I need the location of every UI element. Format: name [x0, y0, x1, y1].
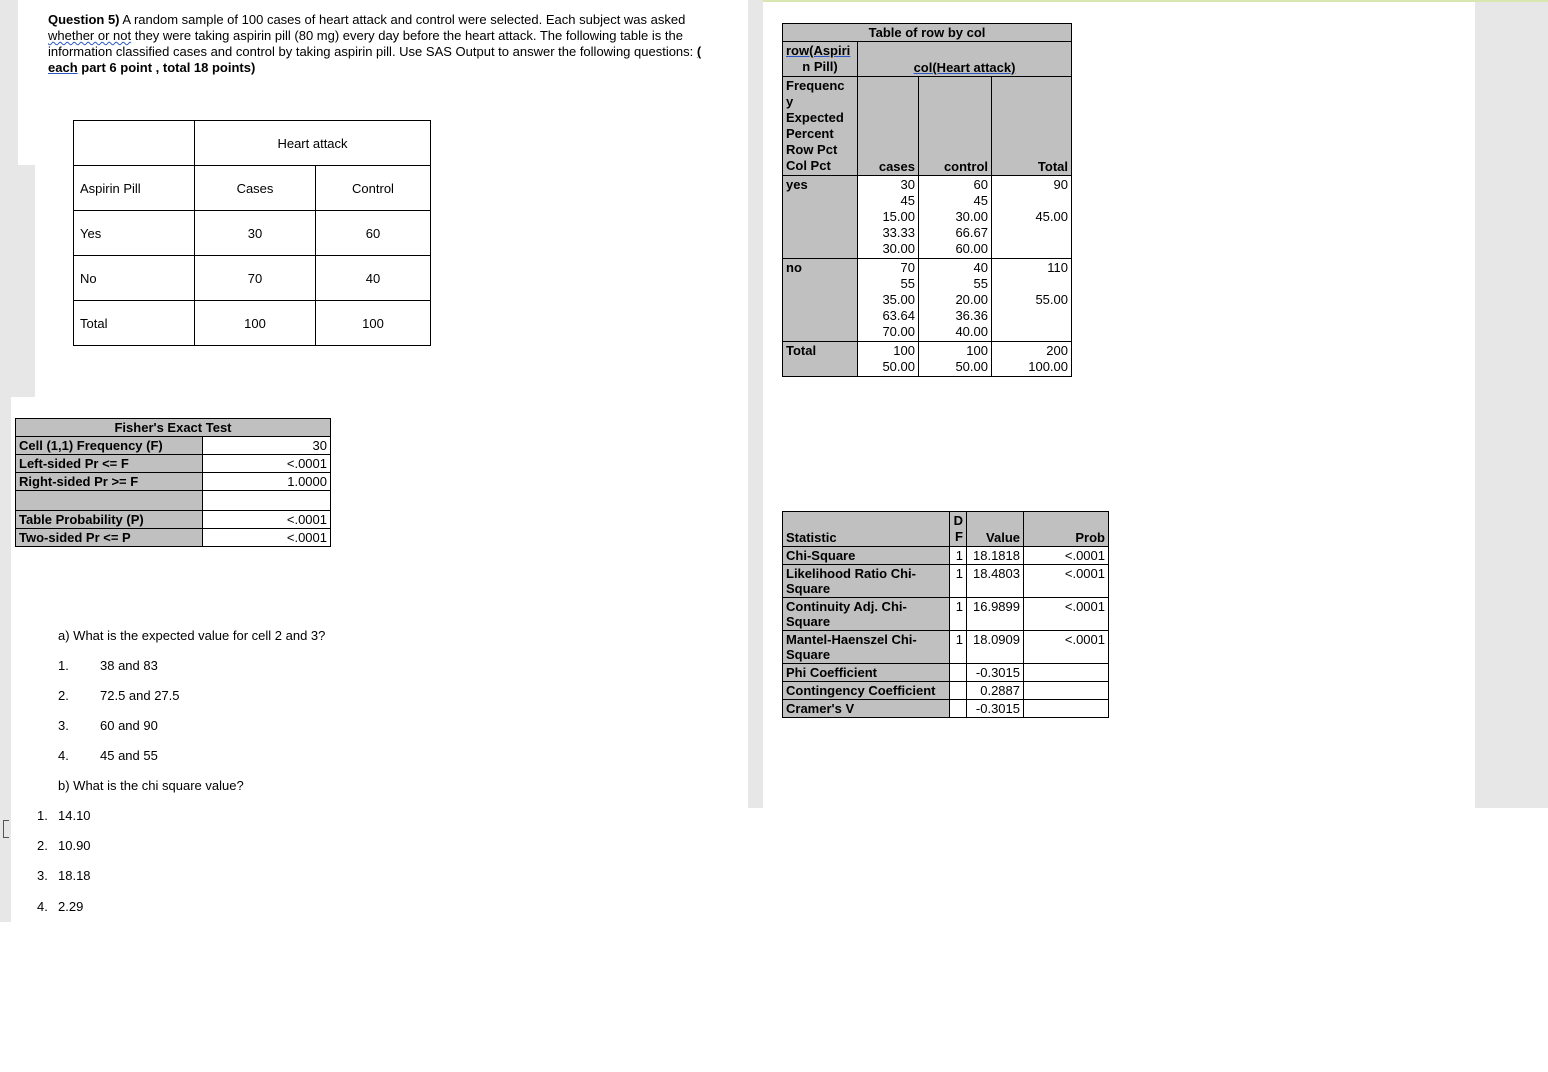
row-label: Yes — [74, 211, 195, 256]
cell-control — [919, 342, 992, 377]
qa-option-text: 72.5 and 27.5 — [100, 688, 180, 703]
qb-option-text: 2.29 — [58, 899, 84, 914]
cell-line: 70.00 — [882, 324, 915, 339]
fisher-label: Cell (1,1) Frequency (F) — [16, 437, 203, 455]
stat-df — [950, 700, 967, 718]
row-var-header — [783, 42, 858, 77]
col-var-header: col(Heart attack) — [858, 42, 1072, 77]
cell-line: 110 — [1047, 260, 1068, 275]
stat-label: Mantel-Haenszel Chi-Square — [783, 631, 950, 664]
table-row — [783, 547, 1109, 565]
cell-control — [919, 176, 992, 259]
fisher-label: Left-sided Pr <= F — [16, 455, 203, 473]
cell-line: 60.00 — [955, 241, 988, 256]
cell: 70 — [195, 256, 316, 301]
qa-option-num: 3. — [58, 718, 69, 733]
col-cases: cases — [858, 77, 919, 176]
question-text-part4: ( each — [48, 44, 702, 75]
fisher-value: 30 — [203, 437, 331, 455]
cell-total — [992, 259, 1072, 342]
table-row — [74, 211, 431, 256]
question-number: Question 5) — [48, 12, 120, 27]
row-var-b: n Pill) — [802, 59, 838, 74]
cell-line: 36.36 — [955, 308, 988, 323]
question-text-part2: whether or not — [48, 28, 132, 43]
cell-line: 50.00 — [882, 359, 915, 374]
table-row — [16, 529, 331, 547]
cell-line: 66.67 — [955, 225, 988, 240]
cell-line: 50.00 — [955, 359, 988, 374]
cell: 30 — [195, 211, 316, 256]
fisher-exact-table — [15, 418, 331, 547]
qa-option-text: 60 and 90 — [100, 718, 158, 733]
qb-option-num: 1. — [37, 808, 48, 823]
qb-option-num: 4. — [37, 899, 48, 914]
legend-line: Frequenc — [786, 78, 845, 93]
cell-line: 30.00 — [955, 209, 988, 224]
cell-cases — [858, 259, 919, 342]
cell-total — [992, 342, 1072, 377]
cell-line: 100 — [966, 343, 988, 358]
stat-label: Phi Coefficient — [783, 664, 950, 682]
table-row — [783, 631, 1109, 664]
legend-line: Expected — [786, 110, 844, 125]
cell-line: 40 — [973, 260, 988, 275]
frequency-table — [782, 23, 1072, 377]
stat-df: 1 — [950, 631, 967, 664]
stat-label: Continuity Adj. Chi-Square — [783, 598, 950, 631]
table-row — [783, 682, 1109, 700]
cell-cases — [858, 176, 919, 259]
stat-prob — [1024, 664, 1109, 682]
qb-option-text: 14.10 — [58, 808, 91, 823]
cell-line: 33.33 — [882, 225, 915, 240]
table-row — [74, 256, 431, 301]
stat-prob — [1024, 682, 1109, 700]
right-page-topline — [763, 0, 1475, 2]
table-row — [783, 176, 1072, 259]
question-text-part1: A random sample of 100 cases of heart attack and control were selected. Each subject was asked — [119, 12, 686, 27]
table-row — [16, 455, 331, 473]
qb-option-text: 18.18 — [58, 868, 91, 883]
legend-line: Percent — [786, 126, 834, 141]
table-row — [783, 342, 1072, 377]
question-text-part5: part 6 point , total 18 points) — [77, 60, 256, 75]
qa-option-num: 4. — [58, 748, 69, 763]
stat-prob: <.0001 — [1024, 631, 1109, 664]
cursor-bracket — [3, 820, 9, 838]
stat-df: 1 — [950, 547, 967, 565]
cell-line: 55 — [900, 276, 915, 291]
df-header-a: D — [953, 513, 963, 528]
cell-total — [992, 176, 1072, 259]
cell-control — [919, 259, 992, 342]
stat-df — [950, 664, 967, 682]
table-header: Heart attack — [195, 121, 431, 166]
right-margin-gray — [1475, 0, 1548, 808]
fisher-value — [203, 491, 331, 511]
table-row — [74, 301, 431, 346]
cell: 100 — [195, 301, 316, 346]
legend-line: y — [786, 94, 794, 109]
stat-label: Contingency Coefficient — [783, 682, 950, 700]
left-margin-gray — [0, 0, 18, 165]
cell-line: 45 — [900, 193, 915, 208]
qb-option-num: 2. — [37, 838, 48, 853]
stat-prob — [1024, 700, 1109, 718]
left-margin-gray-3 — [0, 397, 11, 922]
cell-line: 15.00 — [882, 209, 915, 224]
table-row — [16, 437, 331, 455]
question-b-prompt: b) What is the chi square value? — [58, 778, 244, 793]
cell-line: 70 — [900, 260, 915, 275]
cell-line: 35.00 — [882, 292, 915, 307]
empty-corner — [74, 121, 195, 166]
stat-value: 18.0909 — [967, 631, 1024, 664]
table-row — [783, 565, 1109, 598]
heart-attack-table — [73, 120, 431, 346]
fisher-value: <.0001 — [203, 529, 331, 547]
stat-legend — [783, 77, 858, 176]
row-label: Total — [74, 301, 195, 346]
stat-header: Statistic — [783, 512, 950, 547]
fisher-title: Fisher's Exact Test — [16, 419, 331, 437]
row-label: No — [74, 256, 195, 301]
qa-option-num: 1. — [58, 658, 69, 673]
row-label: no — [783, 259, 858, 342]
table-row — [783, 598, 1109, 631]
stat-df — [950, 682, 967, 700]
stat-df: 1 — [950, 565, 967, 598]
question-text — [48, 12, 718, 76]
table-row — [16, 511, 331, 529]
table-row — [783, 700, 1109, 718]
cell-line: 20.00 — [955, 292, 988, 307]
cell-line: 30 — [900, 177, 915, 192]
stat-df: 1 — [950, 598, 967, 631]
stat-value: 0.2887 — [967, 682, 1024, 700]
fisher-label: Table Probability (P) — [16, 511, 203, 529]
right-topline-2 — [1475, 0, 1548, 2]
question-text-part3: they were taking aspirin pill (80 mg) every day before the heart attack. The following table is the information classified cases and control by taking aspirin pill. Use SAS Output to answer the following questions: — [48, 28, 697, 59]
stat-prob: <.0001 — [1024, 547, 1109, 565]
qb-option-num: 3. — [37, 868, 48, 883]
stat-value: 16.9899 — [967, 598, 1024, 631]
stat-label: Likelihood Ratio Chi-Square — [783, 565, 950, 598]
cell-line: 200 — [1046, 343, 1068, 358]
stat-value: -0.3015 — [967, 700, 1024, 718]
stat-label: Cramer's V — [783, 700, 950, 718]
table-row — [783, 664, 1109, 682]
cell-line: 45 — [973, 193, 988, 208]
stat-label: Chi-Square — [783, 547, 950, 565]
fisher-label: Two-sided Pr <= P — [16, 529, 203, 547]
stat-value: 18.4803 — [967, 565, 1024, 598]
legend-line: Row Pct — [786, 142, 838, 157]
cell-line: 63.64 — [882, 308, 915, 323]
col-control: Control — [316, 166, 431, 211]
row-label: Total — [783, 342, 858, 377]
fisher-value: <.0001 — [203, 455, 331, 473]
cell-line: 60 — [973, 177, 988, 192]
statistics-table — [782, 511, 1109, 718]
cell-cases — [858, 342, 919, 377]
df-header — [950, 512, 967, 547]
left-margin-gray-2 — [0, 165, 35, 397]
cell-line: 45.00 — [1035, 209, 1068, 224]
center-gutter — [733, 0, 748, 808]
fisher-value: <.0001 — [203, 511, 331, 529]
fisher-label — [16, 491, 203, 511]
row-label: yes — [783, 176, 858, 259]
value-header: Value — [967, 512, 1024, 547]
cell-line: 55 — [973, 276, 988, 291]
cell-line: 100.00 — [1028, 359, 1068, 374]
cell-line: 90 — [1053, 177, 1068, 192]
row-var-a: row(Aspiri — [786, 43, 851, 58]
prob-header: Prob — [1024, 512, 1109, 547]
col-cases: Cases — [195, 166, 316, 211]
freq-title: Table of row by col — [783, 24, 1072, 42]
qa-option-text: 45 and 55 — [100, 748, 158, 763]
stat-prob: <.0001 — [1024, 598, 1109, 631]
cell: 100 — [316, 301, 431, 346]
cell-line: 30.00 — [882, 241, 915, 256]
legend-line: Col Pct — [786, 158, 831, 173]
cell-line: 55.00 — [1035, 292, 1068, 307]
cell-line: 100 — [893, 343, 915, 358]
stat-value: 18.1818 — [967, 547, 1024, 565]
df-header-b: F — [955, 529, 963, 544]
fisher-label: Right-sided Pr >= F — [16, 473, 203, 491]
qa-option-num: 2. — [58, 688, 69, 703]
center-gutter-gray — [748, 0, 763, 808]
table-row — [16, 473, 331, 491]
cell: 60 — [316, 211, 431, 256]
row-header: Aspirin Pill — [74, 166, 195, 211]
stat-value: -0.3015 — [967, 664, 1024, 682]
col-total: Total — [992, 77, 1072, 176]
qb-option-text: 10.90 — [58, 838, 91, 853]
question-a-prompt: a) What is the expected value for cell 2 and 3? — [58, 628, 326, 643]
cell: 40 — [316, 256, 431, 301]
qa-option-text: 38 and 83 — [100, 658, 158, 673]
col-control: control — [919, 77, 992, 176]
table-row — [783, 259, 1072, 342]
fisher-value: 1.0000 — [203, 473, 331, 491]
table-row — [16, 491, 331, 511]
cell-line: 40.00 — [955, 324, 988, 339]
stat-prob: <.0001 — [1024, 565, 1109, 598]
